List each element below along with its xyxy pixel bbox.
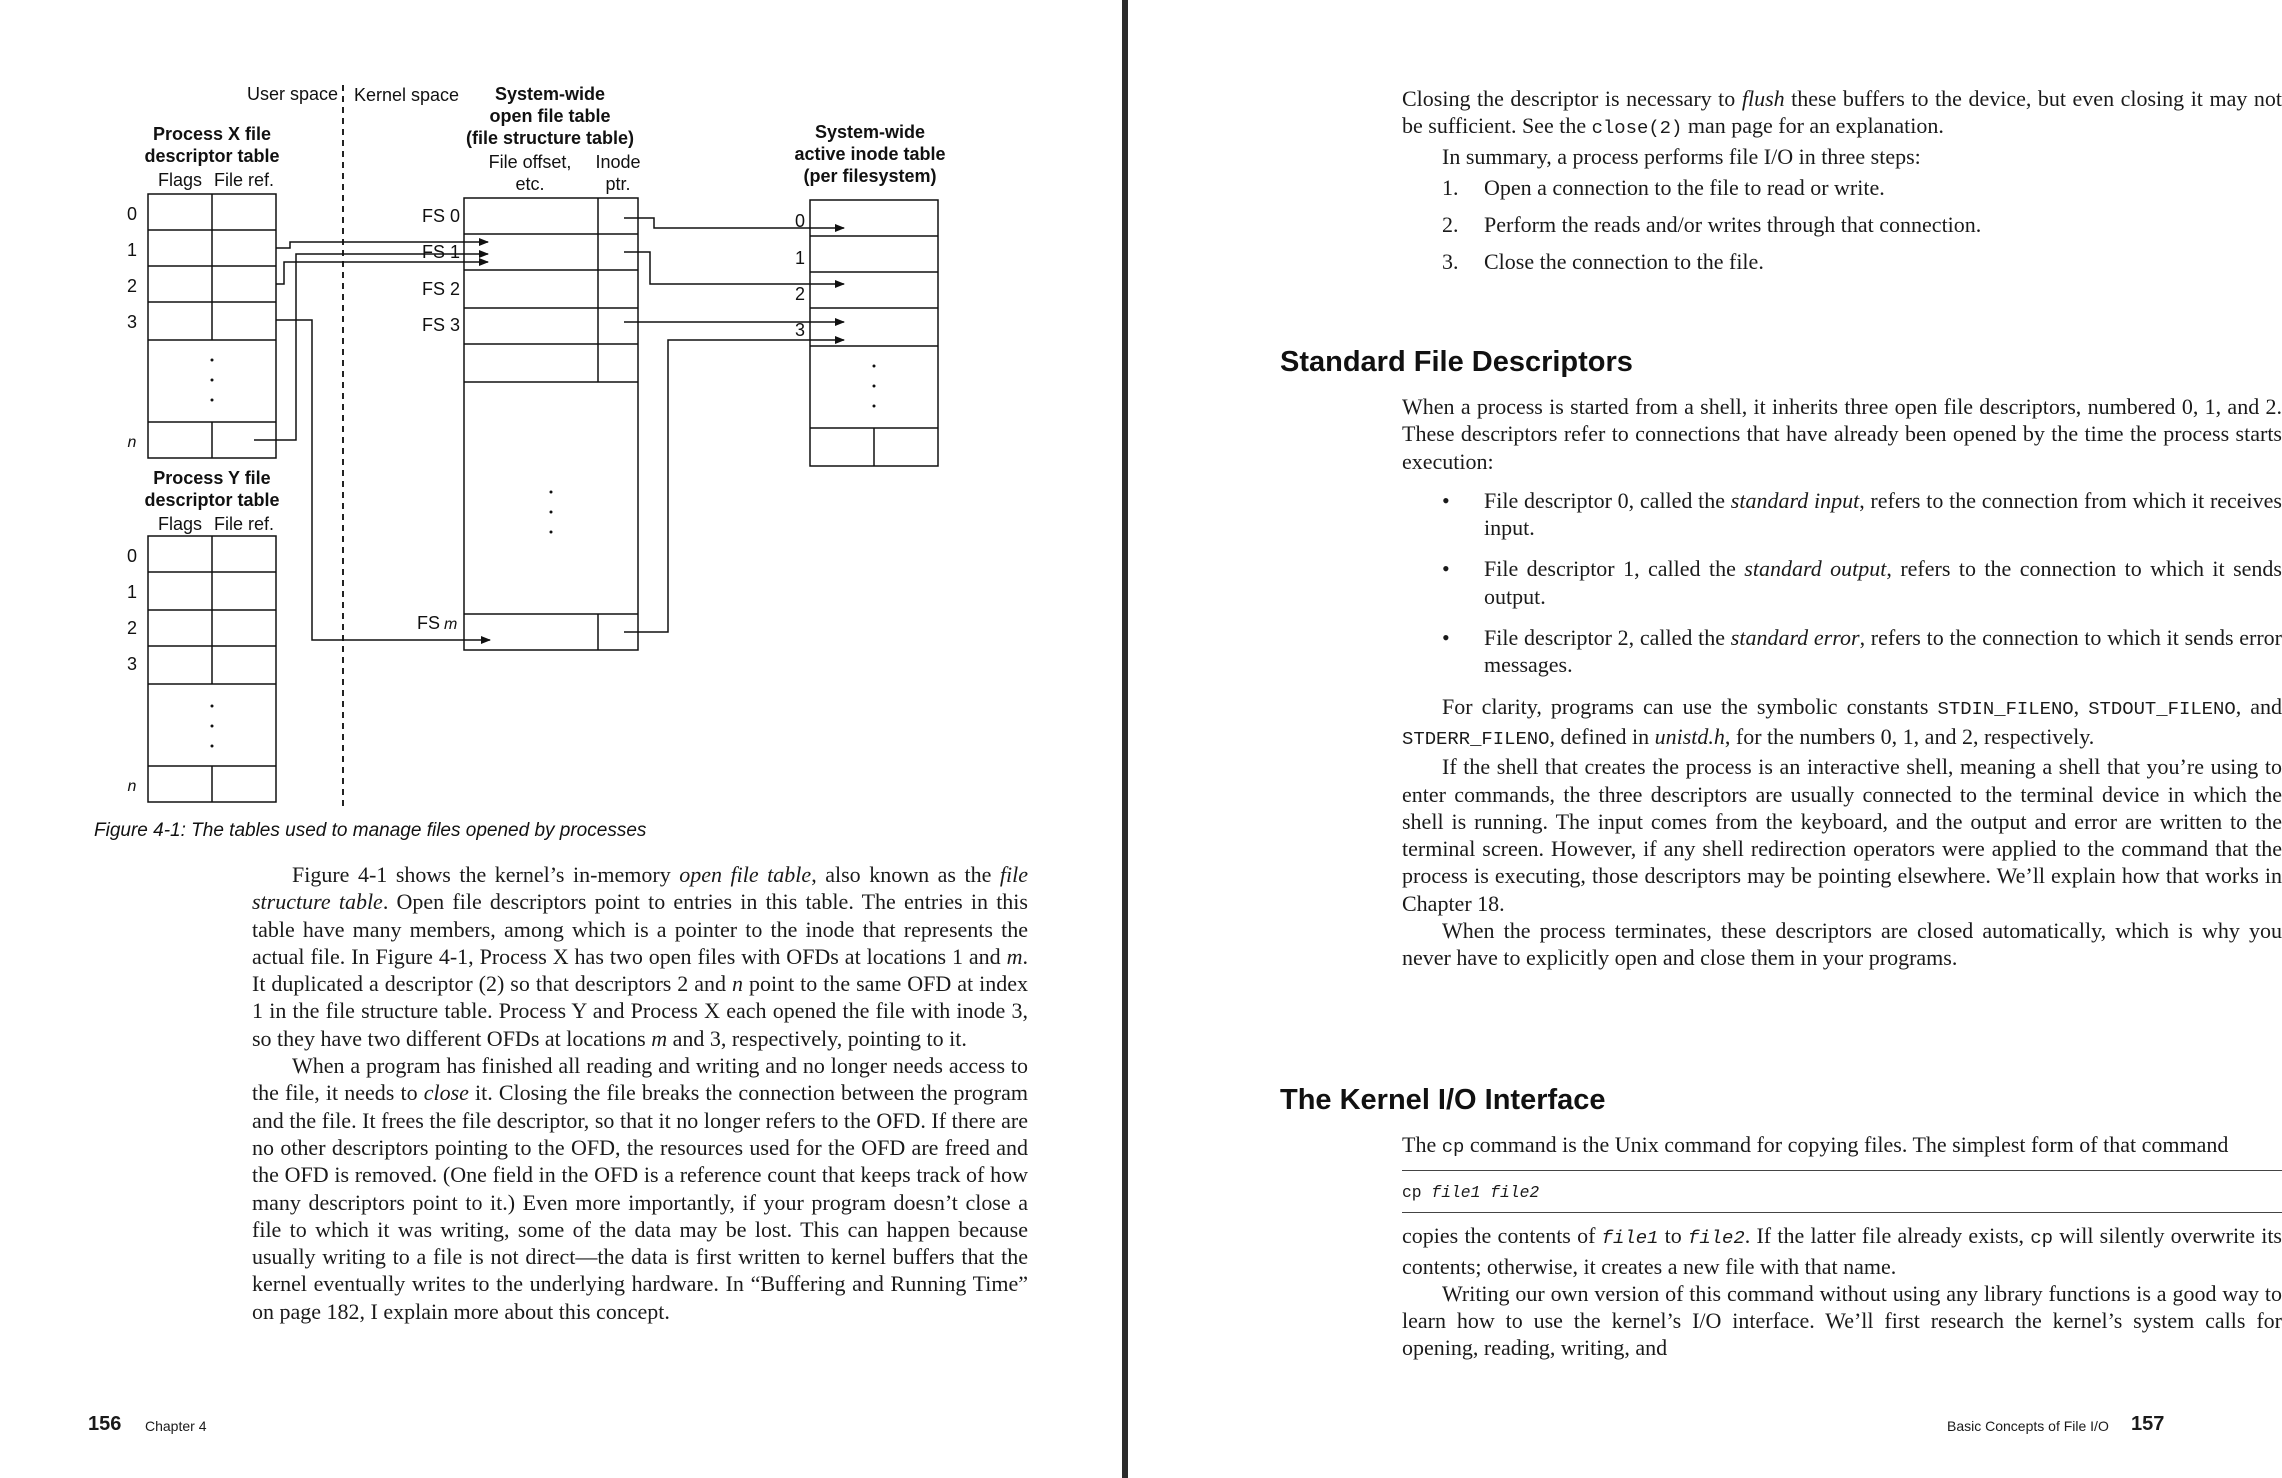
- right-running-footer: Basic Concepts of File I/O: [1947, 1418, 2109, 1434]
- inode-title-line3: (per filesystem): [803, 166, 937, 186]
- proc-y-title-line1: Process Y file: [153, 468, 271, 488]
- left-paragraph-2: When a program has finished all reading and writing and no longer needs access to the file, it needs to close it. Closing the file breaks the connection between the program and the file. It frees the file descriptor, so that it no longer refers to the OFD. If there are no other descriptors pointing to the OFD, the resources used for the OFD are freed and the OFD is removed. (One field in the OFD is a reference count that keeps track of how many descriptors point to it.) Even more importantly, if your program doesn’t close a file to which it was writing, some of the data may be lost. This can happen because usually writing to a file is not direct—the data is first written to kernel buffers that the kernel eventually writes to the underlying hardware. In “Buffering and Running Time” on page 182, I explain more about this concept.: [252, 1053, 1028, 1324]
- proc-x-row-3: 3: [126, 312, 138, 332]
- left-running-footer: Chapter 4: [145, 1418, 207, 1434]
- flush-paragraph: Closing the descriptor is necessary to flush these buffers to the device, but even closing it may not be sufficient. See the close(2) man page for an explanation.: [1402, 86, 2282, 140]
- proc-y-col-fileref: File ref.: [213, 514, 275, 534]
- user-space-label: User space: [246, 84, 338, 104]
- proc-y-fd-table: [148, 536, 276, 802]
- std-descriptor-text: File descriptor 1, called the standard output, refers to the connection to which it sends output.: [1484, 556, 2282, 609]
- std-intro-paragraph: When a process is started from a shell, it inherits three open file descriptors, numbered 0, 1, and 2. These descriptors refer to connections that have already been opened by the time the process starts execution:: [1402, 394, 2282, 474]
- cp-paragraph: The cp command is the Unix command for copying files. The simplest form of that command: [1402, 1132, 2229, 1158]
- kernel-space-label: Kernel space: [354, 85, 460, 105]
- std-descriptor-item: [1402, 487, 2282, 542]
- open-file-table: [464, 198, 638, 650]
- figure-4-1-diagram: [0, 0, 1122, 820]
- inode-table: [810, 200, 938, 466]
- inode-row-0: 0: [794, 211, 806, 231]
- proc-y-row-0: 0: [126, 546, 138, 566]
- bullet-marker: •: [1442, 556, 1450, 582]
- oft-to-inode-arrows: [624, 218, 844, 632]
- oft-row-fs0: FS 0: [421, 206, 460, 226]
- step-number: 3.: [1442, 248, 1459, 274]
- proc-x-title-line1: Process X file: [152, 124, 272, 144]
- inode-title-line2: active inode table: [794, 144, 946, 164]
- own-version-paragraph: Writing our own version of this command without using any library functions is a good way to learn how to use the kernel’s I/O interface. We’ll first research the kernel’s system calls for opening, reading, writing, and: [1402, 1280, 2282, 1361]
- inode-row-2: 2: [794, 284, 806, 304]
- terminate-paragraph: When the process terminates, these descriptors are closed automatically, which is why you never have to explicitly open and close them in your programs.: [1402, 918, 2282, 971]
- proc-y-ellipsis: [211, 705, 214, 748]
- right-page: [1128, 0, 2282, 1478]
- oft-ellipsis: [550, 491, 553, 534]
- proc-x-title-line2: descriptor table: [144, 146, 280, 166]
- oft-row-fs1: FS 1: [421, 242, 460, 262]
- heading-kernel-io-interface: The Kernel I/O Interface: [1280, 1084, 1606, 1116]
- oft-title-line1: System-wide: [494, 84, 606, 104]
- proc-x-row-0: 0: [126, 204, 138, 224]
- step-number: 2.: [1442, 211, 1459, 237]
- proc-y-row-3: 3: [126, 654, 138, 674]
- bullet-marker: •: [1442, 625, 1450, 651]
- cp-code-listing: cp file1 file2: [1402, 1170, 2282, 1213]
- oft-row-fs2: FS 2: [421, 279, 460, 299]
- proc-y-col-flags: Flags: [157, 514, 203, 534]
- oft-title-line2: open file table: [489, 106, 611, 126]
- right-page-number: 157: [2131, 1413, 2165, 1435]
- proc-y-row-2: 2: [126, 618, 138, 638]
- proc-x-ellipsis: [211, 359, 214, 402]
- copies-paragraph: copies the contents of file1 to file2. If the latter file already exists, cp will silently overwrite its contents; otherwise, it creates a new file with that name.: [1402, 1223, 2282, 1279]
- oft-col-offset-2: etc.: [515, 174, 545, 194]
- inode-row-3: 3: [794, 320, 806, 340]
- step-item: [1402, 174, 2282, 201]
- proc-x-fd-table: [148, 194, 276, 458]
- oft-row-fsm: FS: [416, 613, 440, 633]
- left-page: [0, 0, 1122, 1478]
- step-item: [1402, 248, 2282, 275]
- right-std-text: [1402, 393, 2282, 972]
- clarity-paragraph: For clarity, programs can use the symbolic constants STDIN_FILENO, STDOUT_FILENO, and STDERR_FILENO, defined in unistd.h, for the numbers 0, 1, and 2, respectively.: [1402, 693, 2282, 750]
- step-item: [1402, 211, 2282, 238]
- oft-col-inode-2: ptr.: [605, 174, 631, 194]
- proc-x-row-n: n: [127, 434, 137, 451]
- shell-paragraph: If the shell that creates the process is an interactive shell, meaning a shell that you’re using to enter commands, the three descriptors are usually connected to the terminal device in which the shell is running. The input comes from the keyboard, and the output and error are written to the terminal screen. However, if any shell redirection operators were applied to the command that the process is executing, those descriptors may be pointing elsewhere. We’ll explain how that works in Chapter 18.: [1402, 754, 2282, 916]
- inode-row-1: 1: [794, 248, 806, 268]
- fd-to-oft-arrows: [254, 242, 490, 640]
- step-text: Open a connection to the file to read or write.: [1484, 174, 1885, 200]
- left-body-text: [252, 861, 1028, 1325]
- std-descriptor-item: [1402, 624, 2282, 679]
- heading-standard-file-descriptors: Standard File Descriptors: [1280, 346, 1633, 378]
- left-page-number: 156: [88, 1413, 122, 1435]
- oft-row-fs3: FS 3: [421, 315, 460, 335]
- steps-list: [1402, 174, 2282, 275]
- step-number: 1.: [1442, 174, 1459, 200]
- proc-y-row-n: n: [127, 778, 137, 795]
- inode-title-line1: System-wide: [814, 122, 926, 142]
- step-text: Close the connection to the file.: [1484, 248, 1764, 274]
- figure-caption: Figure 4-1: The tables used to manage files opened by processes: [94, 820, 647, 841]
- right-kernel-text: [1402, 1131, 2282, 1362]
- std-descriptor-text: File descriptor 2, called the standard error, refers to the connection to which it sends error messages.: [1484, 625, 2282, 678]
- bullet-marker: •: [1442, 487, 1450, 513]
- inode-ellipsis: [873, 365, 876, 408]
- proc-x-col-flags: Flags: [157, 170, 203, 190]
- std-descriptor-text: File descriptor 0, called the standard input, refers to the connection from which it receives input.: [1484, 487, 2282, 541]
- proc-x-row-1: 1: [126, 240, 138, 260]
- oft-row-fsm-var: m: [444, 616, 458, 633]
- proc-x-col-fileref: File ref.: [213, 170, 275, 190]
- std-descriptor-item: [1402, 555, 2282, 610]
- proc-y-row-1: 1: [126, 582, 138, 602]
- std-descriptor-list: [1402, 487, 2282, 679]
- right-top-text: [1402, 85, 2282, 285]
- summary-paragraph: In summary, a process performs file I/O in three steps:: [1442, 143, 1921, 169]
- oft-title-line3: (file structure table): [465, 128, 635, 148]
- left-paragraph-1: Figure 4-1 shows the kernel’s in-memory open file table, also known as the file structure table. Open file descriptors point to entries in this table. The entries in this table have many members, among which is a pointer to the inode that represents the actual file. In Figure 4-1, Process X has two open files with OFDs at locations 1 and m. It duplicated a descriptor (2) so that descriptors 2 and n point to the same OFD at index 1 in the file structure table. Process Y and Process X each opened the file with inode 3, so they have two different OFDs at locations m and 3, respectively, pointing to it.: [252, 862, 1028, 1051]
- proc-y-title-line2: descriptor table: [144, 490, 280, 510]
- oft-col-offset-1: File offset,: [488, 152, 572, 172]
- proc-x-row-2: 2: [126, 276, 138, 296]
- oft-col-inode-1: Inode: [595, 152, 641, 172]
- step-text: Perform the reads and/or writes through that connection.: [1484, 211, 1982, 237]
